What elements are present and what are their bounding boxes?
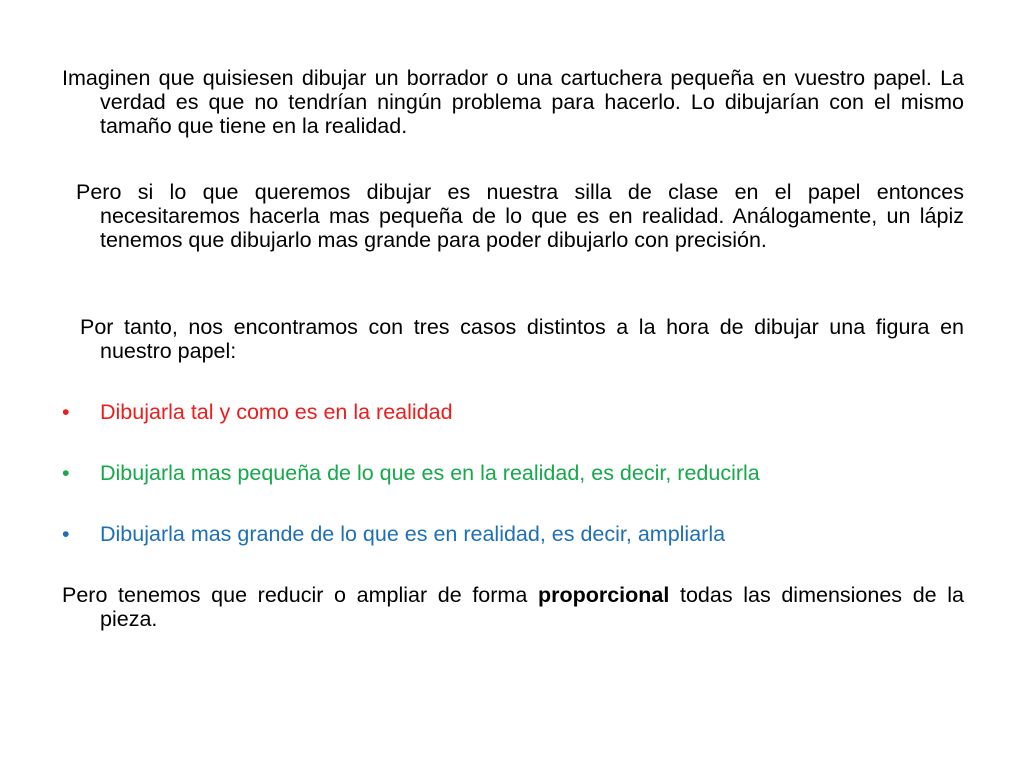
paragraph-tres-casos: Por tanto, nos encontramos con tres casos distintos a la hora de dibujar una figura en nuestro papel: bbox=[80, 315, 964, 363]
paragraph-text-end: todas las dimensiones de la pieza. bbox=[100, 583, 964, 631]
bullet-marker: • bbox=[62, 522, 70, 546]
bullet-marker: • bbox=[62, 461, 70, 485]
paragraph-text-start: Pero tenemos que reducir o ampliar de forma bbox=[62, 583, 538, 607]
paragraph-proporcional bbox=[62, 583, 964, 631]
bullet-text: Dibujarla tal y como es en la realidad bbox=[100, 400, 453, 424]
paragraph-silla: Pero si lo que queremos dibujar es nuestra silla de clase en el papel entonces necesitaremos hacerla mas pequeña de lo que es en realidad. Análogamente, un lápiz tenemos que dibujarlo mas grande para poder dibujarlo con precisión. bbox=[76, 180, 964, 252]
bullet-text: Dibujarla mas grande de lo que es en realidad, es decir, ampliarla bbox=[100, 522, 726, 546]
bullet-text: Dibujarla mas pequeña de lo que es en la realidad, es decir, reducirla bbox=[100, 461, 760, 485]
bullet-marker: • bbox=[62, 400, 70, 424]
paragraph-intro: Imaginen que quisiesen dibujar un borrador o una cartuchera pequeña en vuestro papel. La verdad es que no tendrían ningún problema para hacerlo. Lo dibujarían con el mismo tamaño que tiene en la realidad. bbox=[62, 66, 964, 138]
emphasis-proporcional: proporcional bbox=[537, 583, 670, 607]
